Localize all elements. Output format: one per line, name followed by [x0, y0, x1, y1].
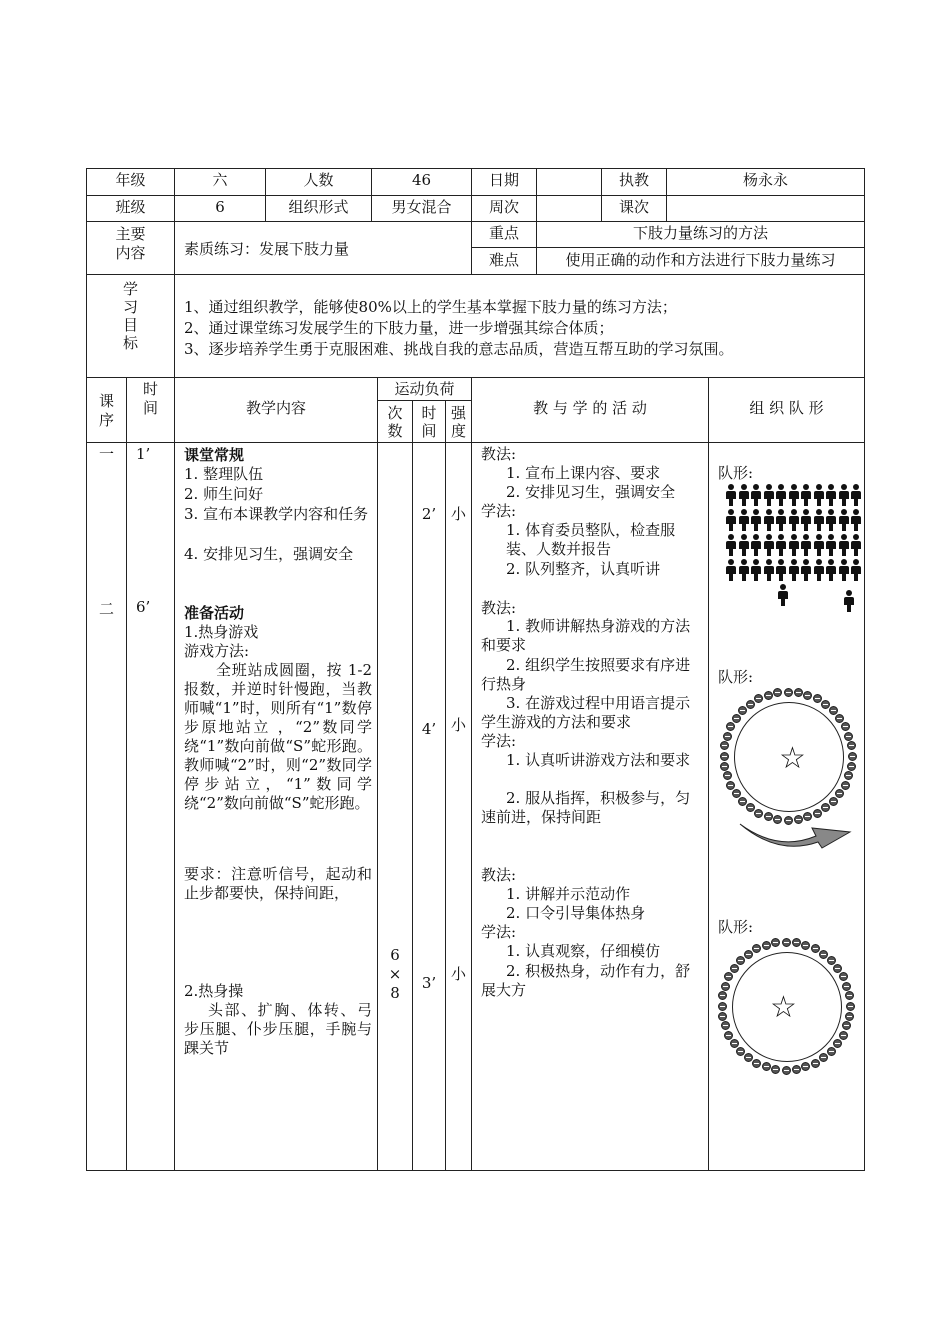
student-figure-icon [739, 484, 749, 506]
section2-times-b: × [388, 965, 402, 983]
col-line [708, 377, 709, 1170]
goals-label-char: 标 [122, 334, 138, 352]
student-figure-icon [789, 559, 799, 581]
student-dot-icon [794, 688, 803, 697]
student-dot-icon [833, 1039, 842, 1048]
student-dot-icon [736, 1047, 745, 1056]
section1-line: 4. 安排见习生，强调安全 [184, 545, 354, 563]
student-figure-icon [776, 484, 786, 506]
section2-learn1-item: 1. 认真听讲游戏方法和要求 [506, 751, 691, 769]
student-figure-icon [789, 534, 799, 556]
student-figure-icon [814, 559, 824, 581]
grade-value: 六 [212, 171, 228, 189]
student-figure-icon [826, 484, 836, 506]
student-dot-icon [723, 732, 732, 741]
section2-teach1-item: 2. 组织学生按照要求有序进行热身 [481, 656, 691, 693]
section2-teach2-label: 教法: [481, 866, 517, 884]
section2-teach1-label: 教法: [481, 599, 517, 617]
col-line [174, 377, 175, 1170]
col-intensity-2: 度 [450, 422, 466, 440]
col-time-1: 时 [142, 380, 158, 398]
org-value: 男女混合 [391, 198, 452, 216]
student-dot-icon [813, 694, 822, 703]
class-label: 班级 [115, 198, 146, 216]
counterclockwise-arrow-icon [738, 818, 853, 850]
goals-label-char: 习 [122, 298, 138, 316]
student-figure-icon [778, 584, 788, 606]
table-border-bottom [86, 1170, 865, 1171]
main-content-value: 素质练习：发展下肢力量 [184, 240, 350, 258]
col-part-2: 序 [98, 411, 114, 429]
student-figure-icon [851, 509, 861, 531]
student-dot-icon [718, 1002, 727, 1011]
section2-duration2: 3’ [421, 974, 437, 992]
student-dot-icon [821, 803, 830, 812]
count-value: 46 [411, 171, 432, 189]
student-dot-icon [847, 762, 856, 771]
count-label: 人数 [303, 171, 334, 189]
row-line [86, 274, 865, 275]
student-figure-icon [839, 559, 849, 581]
student-figure-icon [851, 484, 861, 506]
warmup-exercise-text: 头部、扩胸、体转、弓步压腿、仆步压腿，手腕与踝关节 [184, 1001, 372, 1057]
student-dot-icon [730, 1039, 739, 1048]
game-method-label: 游戏方法: [184, 642, 250, 660]
student-dot-icon [720, 752, 729, 761]
student-figure-icon [726, 484, 736, 506]
student-dot-icon [801, 1062, 810, 1071]
student-dot-icon [738, 797, 747, 806]
student-dot-icon [724, 972, 733, 981]
goal-item: 2、通过课堂练习发展学生的下肢力量，进一步增强其综合体质； [184, 319, 614, 337]
student-dot-icon [801, 941, 810, 950]
student-figure-icon [801, 484, 811, 506]
section2-formation1-label: 队形: [718, 668, 754, 686]
section2-learn1-label: 学法: [481, 732, 517, 750]
student-dot-icon [720, 762, 729, 771]
section2-teach1-item: 3. 在游戏过程中用语言提示学生游戏的方法和要求 [481, 694, 691, 731]
student-dot-icon [848, 752, 857, 761]
difficulty-label: 难点 [488, 251, 519, 269]
main-content-label-1: 主要 [115, 225, 146, 243]
section2-learn2-item: 2. 积极热身，动作有力，舒展大方 [481, 962, 691, 999]
student-dot-icon [730, 964, 739, 973]
student-figure-icon [814, 484, 824, 506]
section2-learn2-label: 学法: [481, 923, 517, 941]
section2-teach1-item: 1. 教师讲解热身游戏的方法和要求 [481, 617, 691, 654]
section2-learn1-item: 2. 服从指挥，积极参与，匀速前进，保持间距 [481, 789, 691, 826]
col-time-2: 间 [142, 399, 158, 417]
student-figure-icon [764, 484, 774, 506]
row-line [471, 247, 865, 248]
student-dot-icon [811, 1059, 820, 1068]
student-figure-icon [751, 484, 761, 506]
grid-formation-diagram [718, 484, 863, 608]
week-label: 周次 [488, 198, 519, 216]
student-dot-icon [792, 938, 801, 947]
col-content: 教学内容 [245, 399, 306, 417]
section1-part: 一 [98, 445, 114, 463]
section1-time: 1’ [136, 445, 151, 463]
section2-intensity2: 小 [450, 965, 466, 983]
col-intensity-1: 强 [450, 404, 466, 422]
student-dot-icon [782, 938, 791, 947]
student-figure-icon [726, 559, 736, 581]
student-dot-icon [736, 956, 745, 965]
col-line [126, 377, 127, 1170]
student-figure-icon [814, 509, 824, 531]
section2-formation2-label: 队形: [718, 918, 754, 936]
student-dot-icon [738, 706, 747, 715]
student-dot-icon [841, 781, 850, 790]
student-dot-icon [721, 1021, 730, 1030]
student-figure-icon [764, 534, 774, 556]
main-content-label-2: 内容 [115, 244, 146, 262]
student-dot-icon [827, 1047, 836, 1056]
student-dot-icon [839, 972, 848, 981]
student-figure-icon [789, 509, 799, 531]
section1-formation-label: 队形: [718, 464, 754, 482]
col-line [377, 377, 378, 1170]
org-label: 组织形式 [288, 198, 349, 216]
goals-label-char: 学 [122, 280, 138, 298]
key-point-label: 重点 [488, 224, 519, 242]
student-dot-icon [773, 688, 782, 697]
student-dot-icon [847, 741, 856, 750]
section2-time: 6’ [136, 598, 151, 616]
col-formation: 组 织 队 形 [749, 399, 824, 417]
row-line [86, 442, 865, 443]
section1-learn-label: 学法: [481, 502, 517, 520]
student-dot-icon [819, 1053, 828, 1062]
student-dot-icon [846, 1002, 855, 1011]
student-dot-icon [752, 944, 761, 953]
student-figure-icon [739, 534, 749, 556]
section2-sub1: 1.热身游戏 [184, 623, 259, 641]
section1-teach-item: 1. 宣布上课内容、要求 [506, 464, 661, 482]
col-duration-2: 间 [421, 422, 437, 440]
student-dot-icon [803, 691, 812, 700]
student-dot-icon [845, 991, 854, 1000]
section1-teach-item: 2. 安排见习生，强调安全 [506, 483, 676, 501]
student-dot-icon [842, 1021, 851, 1030]
student-figure-icon [839, 509, 849, 531]
section1-line: 3. 宣布本课教学内容和任务 [184, 505, 369, 523]
student-dot-icon [782, 1066, 791, 1075]
student-figure-icon [851, 534, 861, 556]
section2-teach2-item: 1. 讲解并示范动作 [506, 885, 631, 903]
col-part-1: 课 [98, 392, 114, 410]
table-border-right [864, 168, 865, 1171]
section1-duration: 2’ [421, 505, 437, 523]
row-line [377, 400, 472, 401]
student-dot-icon [732, 789, 741, 798]
student-figure-icon [826, 559, 836, 581]
section1-intensity: 小 [450, 505, 466, 523]
goals-label-char: 目 [122, 316, 138, 334]
row-line [86, 221, 865, 222]
difficulty-value: 使用正确的动作和方法进行下肢力量练习 [565, 251, 836, 269]
section1-learn-item: 2. 队列整齐，认真听讲 [506, 560, 661, 578]
grade-label: 年级 [115, 171, 146, 189]
section2-title: 准备活动 [184, 604, 245, 622]
student-dot-icon [746, 700, 755, 709]
teacher-label: 执教 [618, 171, 649, 189]
col-activity: 教 与 学 的 活 动 [533, 399, 647, 417]
student-dot-icon [835, 789, 844, 798]
student-figure-icon [751, 559, 761, 581]
section1-learn-item: 1. 体育委员整队，检查服装、人数并报告 [506, 521, 676, 558]
student-dot-icon [718, 991, 727, 1000]
student-figure-icon [851, 559, 861, 581]
goal-item: 1、通过组织教学，能够使80%以上的学生基本掌握下肢力量的练习方法； [184, 298, 677, 316]
section2-times-a: 6 [390, 946, 400, 964]
student-figure-icon [839, 534, 849, 556]
student-dot-icon [845, 1012, 854, 1021]
student-dot-icon [839, 1031, 848, 1040]
student-figure-icon [739, 509, 749, 531]
student-figure-icon [789, 484, 799, 506]
student-figure-icon [764, 509, 774, 531]
date-label: 日期 [488, 171, 519, 189]
student-dot-icon [721, 982, 730, 991]
student-dot-icon [720, 741, 729, 750]
student-figure-icon [726, 534, 736, 556]
section1-teach-label: 教法: [481, 445, 517, 463]
star-icon: ☆ [779, 741, 806, 776]
section1-title: 课堂常规 [184, 446, 245, 464]
student-dot-icon [771, 1065, 780, 1074]
student-figure-icon [839, 484, 849, 506]
col-times-1: 次 [387, 404, 403, 422]
student-dot-icon [811, 944, 820, 953]
col-times-2: 数 [387, 422, 403, 440]
class-value: 6 [215, 198, 225, 216]
section1-line: 2. 师生问好 [184, 485, 264, 503]
student-figure-icon [739, 559, 749, 581]
student-dot-icon [813, 809, 822, 818]
goal-item: 3、逐步培养学生勇于克服困难、挑战自我的意志品质，营造互帮互助的学习氛围。 [184, 340, 734, 358]
student-dot-icon [784, 688, 793, 697]
student-dot-icon [732, 714, 741, 723]
student-figure-icon [764, 559, 774, 581]
student-figure-icon [801, 534, 811, 556]
student-figure-icon [814, 534, 824, 556]
student-dot-icon [762, 1062, 771, 1071]
student-dot-icon [792, 1065, 801, 1074]
student-dot-icon [754, 809, 763, 818]
teacher-value: 杨永永 [742, 171, 788, 189]
student-figure-icon [751, 509, 761, 531]
student-dot-icon [752, 1059, 761, 1068]
student-figure-icon [726, 509, 736, 531]
student-figure-icon [826, 534, 836, 556]
row-line [86, 377, 865, 378]
student-dot-icon [764, 691, 773, 700]
student-dot-icon [762, 941, 771, 950]
game-requirement: 要求：注意听信号，起动和止步都要快，保持间距， [184, 865, 372, 902]
section2-intensity1: 小 [450, 716, 466, 734]
table-border-top [86, 168, 865, 169]
section2-learn2-item: 1. 认真观察，仔细模仿 [506, 942, 661, 960]
student-dot-icon [726, 781, 735, 790]
student-dot-icon [754, 694, 763, 703]
student-dot-icon [723, 771, 732, 780]
student-figure-icon [776, 509, 786, 531]
student-dot-icon [726, 722, 735, 731]
student-dot-icon [724, 1031, 733, 1040]
student-figure-icon [776, 534, 786, 556]
key-point-value: 下肢力量练习的方法 [632, 224, 768, 242]
student-figure-icon [801, 509, 811, 531]
col-load: 运动负荷 [394, 380, 455, 398]
row-line [86, 195, 865, 196]
student-dot-icon [771, 938, 780, 947]
section2-part: 二 [98, 600, 114, 618]
col-duration-1: 时 [421, 404, 437, 422]
student-dot-icon [718, 1012, 727, 1021]
section2-teach2-item: 2. 口令引导集体热身 [506, 904, 646, 922]
student-dot-icon [744, 950, 753, 959]
col-line [174, 274, 175, 377]
section2-times-c: 8 [390, 984, 400, 1002]
student-dot-icon [841, 722, 850, 731]
lesson-label: 课次 [618, 198, 649, 216]
section1-line: 1. 整理队伍 [184, 465, 264, 483]
student-figure-icon [776, 559, 786, 581]
student-dot-icon [844, 771, 853, 780]
student-figure-icon [801, 559, 811, 581]
student-dot-icon [842, 982, 851, 991]
star-icon: ☆ [770, 990, 797, 1025]
game-method-text: 全班站成圆圈，按 1-2 报数，并逆时针慢跑，当教师喊“1”时，则所有“1”数停步原地站立 ，“2”数同学绕“1”数向前做“S”蛇形跑。教师喊“2”时，则“2”数同学停步站立，“1”数同学绕“2”数向前做“S”蛇形跑。 [184, 661, 372, 812]
student-figure-icon [751, 534, 761, 556]
student-figure-icon [844, 590, 854, 612]
section2-duration1: 4’ [421, 720, 437, 738]
col-line [471, 377, 472, 1170]
student-dot-icon [844, 732, 853, 741]
student-figure-icon [826, 509, 836, 531]
section2-sub2: 2.热身操 [184, 982, 244, 1000]
student-dot-icon [829, 797, 838, 806]
